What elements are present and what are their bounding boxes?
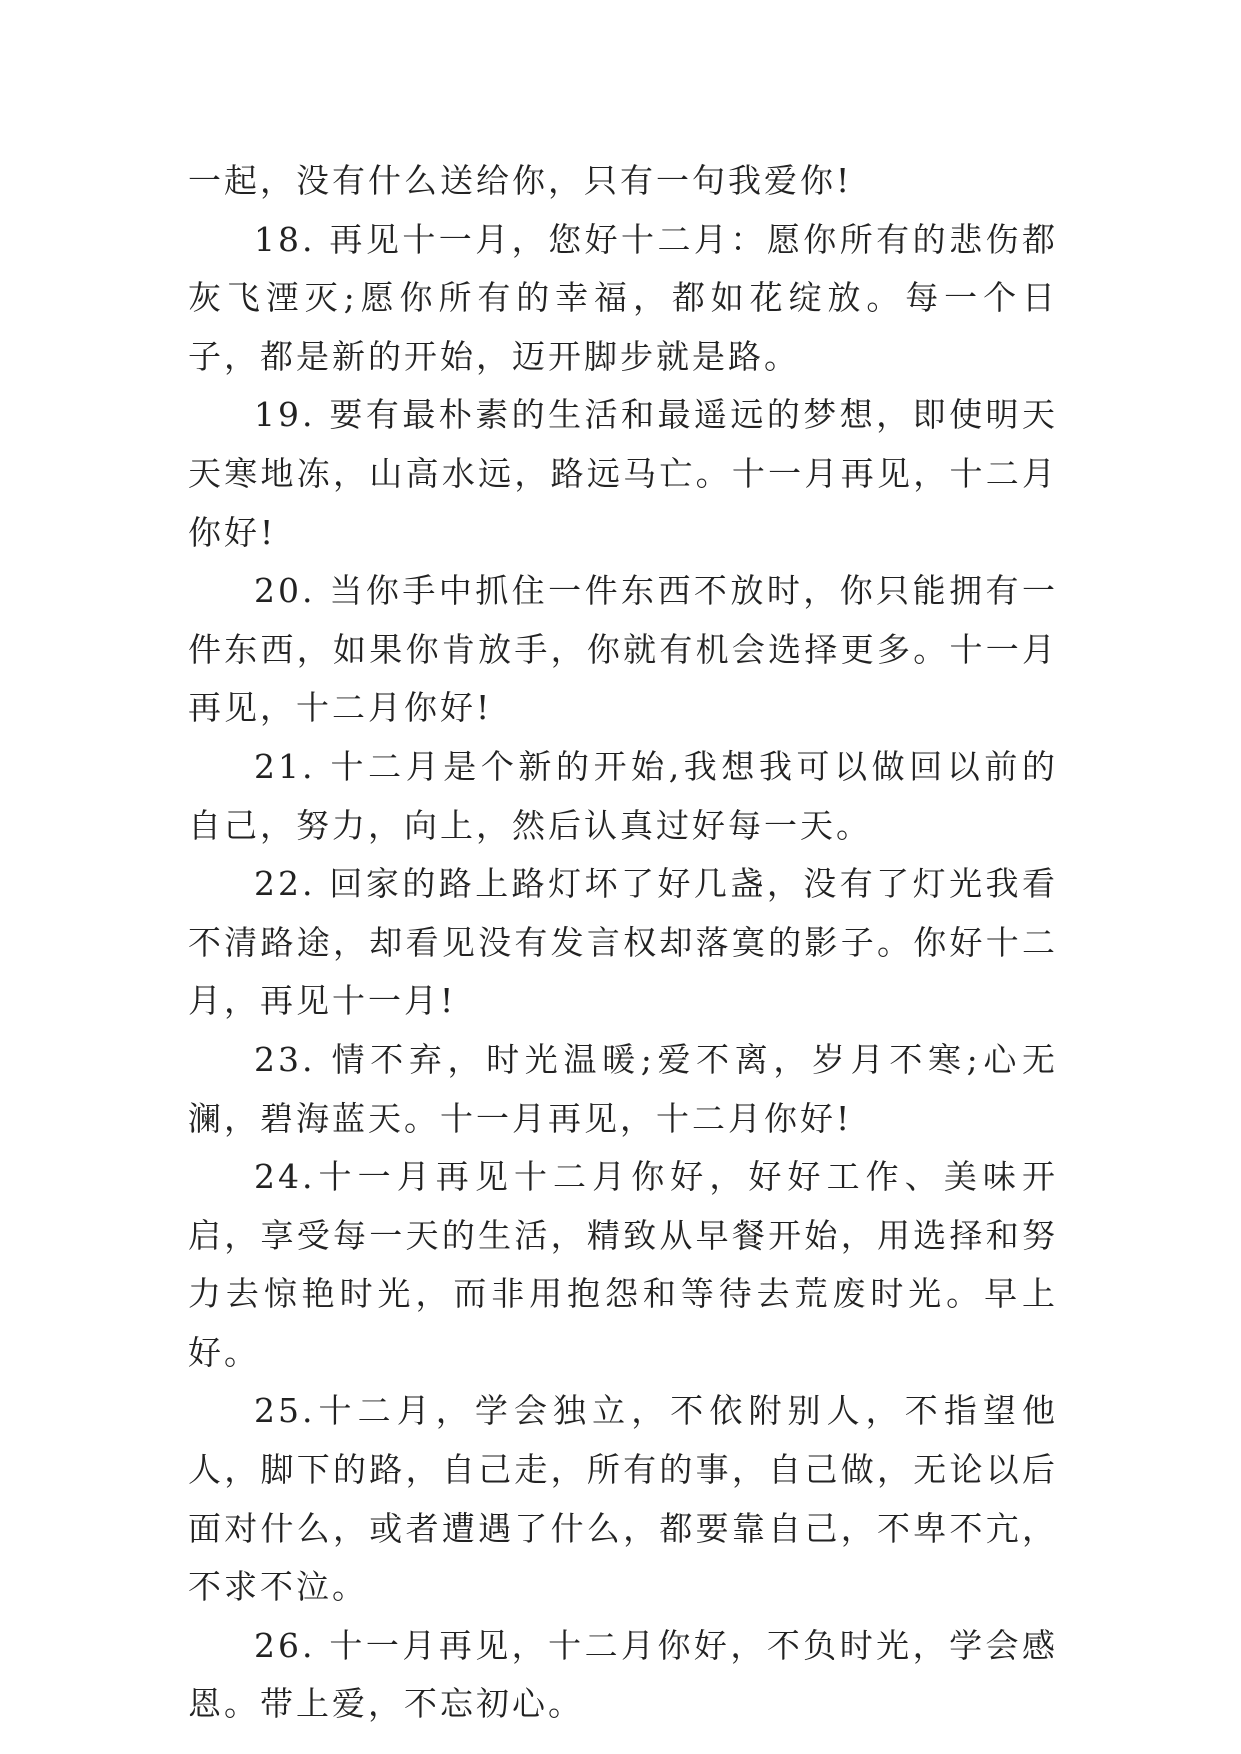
paragraph-21: 21. 十二月是个新的开始,我想我可以做回以前的自己，努力，向上，然后认真过好每一天。	[188, 746, 1058, 845]
paragraph-22: 22. 回家的路上路灯坏了好几盏，没有了灯光我看不清路途，却看见没有发言权却落寞的影子。你好十二月，再见十一月!	[188, 864, 1058, 1021]
paragraph-26: 26. 十一月再见，十二月你好，不负时光，学会感恩。带上爱，不忘初心。	[188, 1625, 1058, 1724]
paragraph-19: 19. 要有最朴素的生活和最遥远的梦想，即使明天天寒地冻，山高水远，路远马亡。十一月再见，十二月你好!	[188, 395, 1058, 552]
paragraph-25: 25.十二月，学会独立，不依附别人，不指望他人，脚下的路，自己走，所有的事，自己做，无论以后面对什么，或者遭遇了什么，都要靠自己，不卑不亢，不求不泣。	[188, 1391, 1058, 1607]
document-body	[188, 152, 1058, 1734]
paragraph-24: 24.十一月再见十二月你好，好好工作、美味开启，享受每一天的生活，精致从早餐开始，用选择和努力去惊艳时光，而非用抱怨和等待去荒废时光。早上好。	[188, 1157, 1058, 1372]
paragraph-20: 20. 当你手中抓住一件东西不放时，你只能拥有一件东西，如果你肯放手，你就有机会选择更多。十一月再见，十二月你好!	[188, 571, 1058, 728]
paragraph-23: 23. 情不弃，时光温暖;爱不离，岁月不寒;心无澜，碧海蓝天。十一月再见，十二月你好!	[188, 1039, 1058, 1138]
paragraph-continuation: 一起，没有什么送给你，只有一句我爱你!	[188, 161, 853, 200]
paragraph-18: 18. 再见十一月，您好十二月：愿你所有的悲伤都灰飞湮灭;愿你所有的幸福，都如花绽放。每一个日子，都是新的开始，迈开脚步就是路。	[188, 219, 1058, 376]
